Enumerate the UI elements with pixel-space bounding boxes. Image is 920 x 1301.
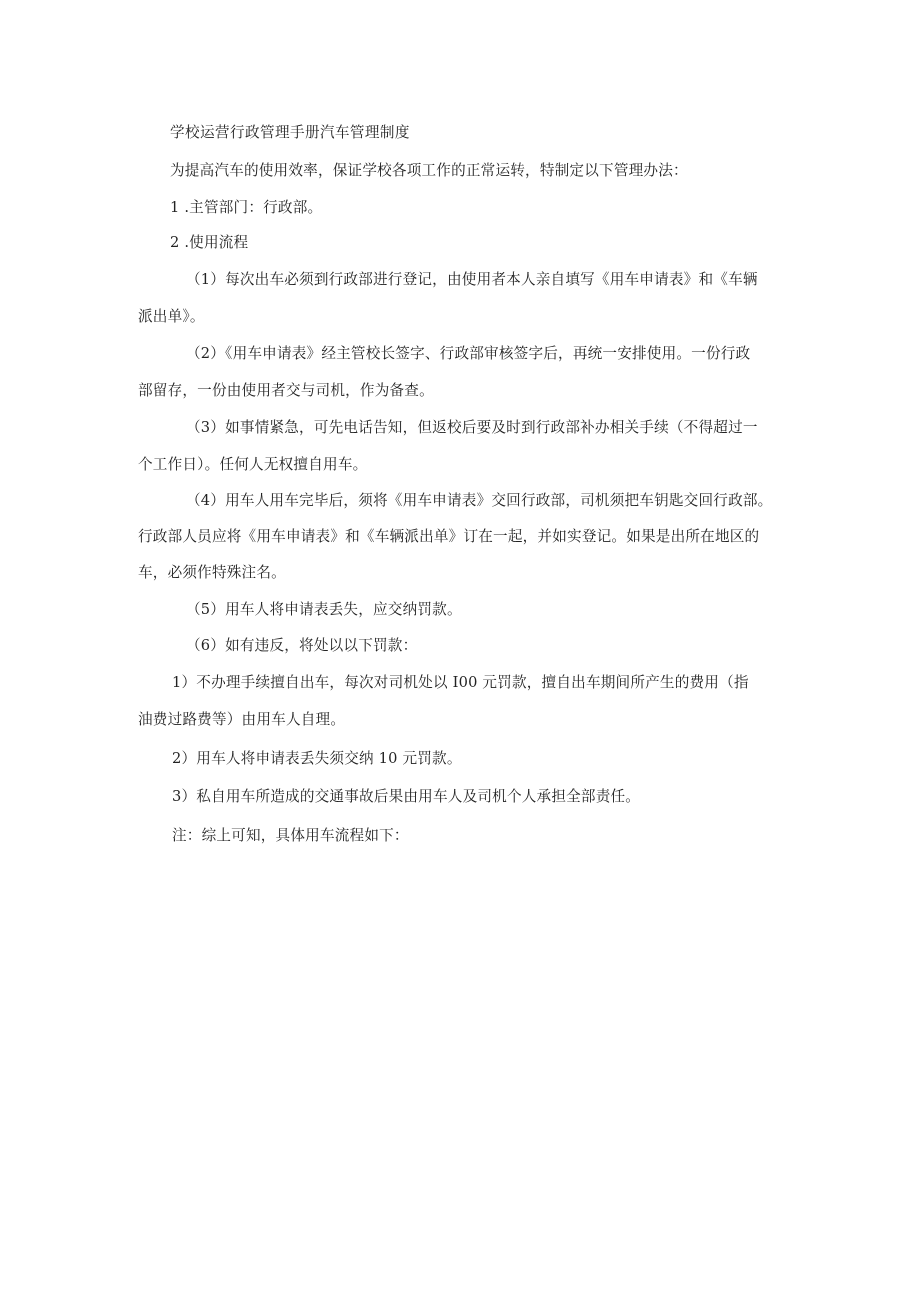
item-2-line-1: （2）《用车申请表》经主管校长签字、行政部审核签字后，再统一安排使用。一份行政 (186, 345, 751, 362)
item-2-line-2: 部留存，一份由使用者交与司机，作为备查。 (138, 382, 434, 399)
item-3-line-1: （3）如事情紧急，可先电话告知，但返校后要及时到行政部补办相关手续（不得超过一 (186, 419, 758, 436)
section-heading-1: 1 .主管部门：行政部。 (170, 199, 323, 216)
penalty-2: 2）用车人将申请表丢失须交纳 10 元罚款。 (172, 750, 462, 767)
item-1-line-2: 派出单》。 (138, 308, 205, 325)
penalty-1-line-1: 1）不办理手续擅自出车，每次对司机处以 I00 元罚款，擅自出车期间所产生的费用（指 (172, 674, 749, 691)
intro-paragraph: 为提高汽车的使用效率，保证学校各项工作的正常运转，特制定以下管理办法： (170, 162, 688, 179)
item-6: （6）如有违反，将处以以下罚款： (186, 637, 418, 654)
item-4-line-1: （4）用车人用车完毕后，须将《用车申请表》交回行政部，司机须把车钥匙交回行政部。 (186, 492, 773, 509)
penalty-3: 3）私自用车所造成的交通事故后果由用车人及司机个人承担全部责任。 (172, 788, 641, 805)
item-4-line-2: 行政部人员应将《用车申请表》和《车辆派出单》订在一起，并如实登记。如果是出所在地区的 (138, 528, 760, 545)
note-line: 注：综上可知，具体用车流程如下： (172, 827, 409, 844)
document-title: 学校运营行政管理手册汽车管理制度 (170, 124, 410, 141)
item-4-line-3: 车，必须作特殊注名。 (138, 564, 286, 581)
item-5: （5）用车人将申请表丢失，应交纳罚款。 (186, 601, 462, 618)
section-heading-2: 2 .使用流程 (170, 234, 249, 251)
penalty-1-line-2: 油费过路费等）由用车人自理。 (138, 711, 346, 728)
item-1-line-1: （1）每次出车必须到行政部进行登记，由使用者本人亲自填写《用车申请表》和《车辆 (186, 271, 758, 288)
item-3-line-2: 个工作日）。任何人无权擅自用车。 (138, 456, 368, 473)
